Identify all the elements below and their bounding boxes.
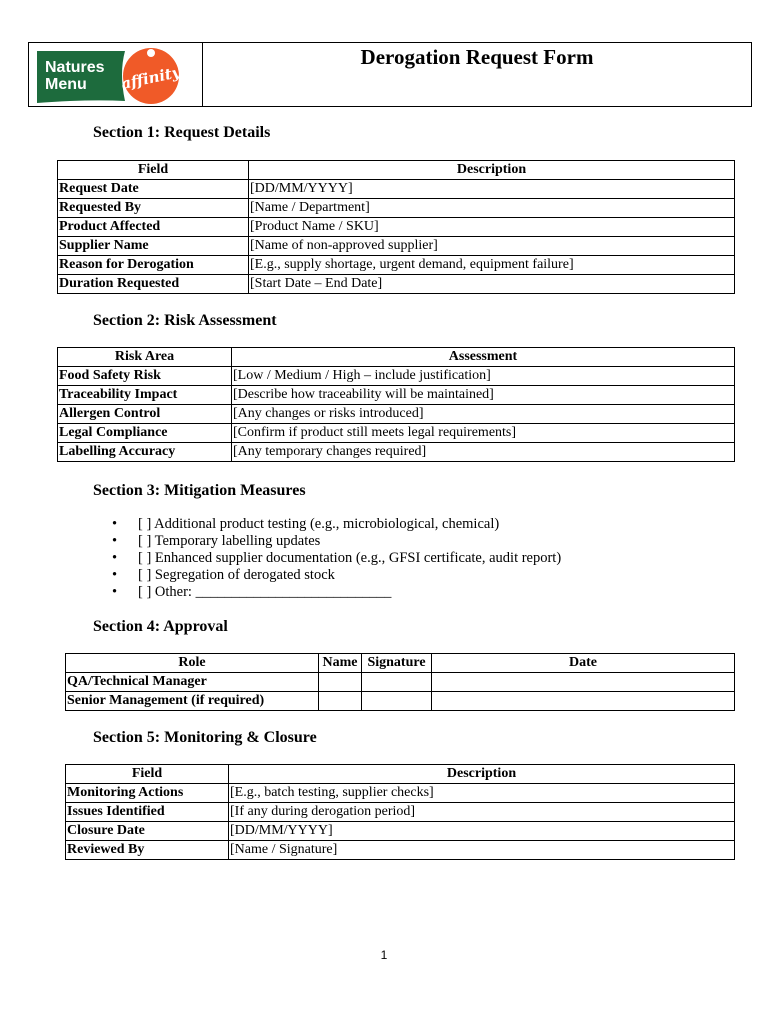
- column-header: Field: [58, 161, 249, 180]
- field-label: Product Affected: [58, 218, 249, 237]
- field-label: Reviewed By: [66, 841, 229, 860]
- table-row: [66, 784, 735, 803]
- bullet-icon: •: [112, 550, 118, 566]
- field-value[interactable]: [Product Name / SKU]: [249, 218, 735, 237]
- section3-heading: Section 3: Mitigation Measures: [93, 482, 306, 499]
- logo-badge-text: affinity: [119, 62, 183, 94]
- field-value[interactable]: [If any during derogation period]: [229, 803, 735, 822]
- monitoring-closure-table: [65, 764, 735, 860]
- field-label: Supplier Name: [58, 237, 249, 256]
- column-header: Name: [319, 654, 362, 673]
- field-value[interactable]: [Start Date – End Date]: [249, 275, 735, 294]
- assessment-value[interactable]: [Describe how traceability will be maintained]: [232, 386, 735, 405]
- bullet-icon: •: [112, 533, 118, 549]
- signature-cell[interactable]: [362, 673, 432, 692]
- checklist-item[interactable]: [112, 533, 561, 550]
- assessment-value[interactable]: [Any temporary changes required]: [232, 443, 735, 462]
- assessment-value[interactable]: [Any changes or risks introduced]: [232, 405, 735, 424]
- role-label: QA/Technical Manager: [66, 673, 319, 692]
- page-title: Derogation Request Form: [360, 45, 594, 69]
- date-cell[interactable]: [432, 692, 735, 711]
- table-row: [58, 424, 735, 443]
- checklist-item[interactable]: [112, 567, 561, 584]
- field-label: Issues Identified: [66, 803, 229, 822]
- field-value[interactable]: [DD/MM/YYYY]: [249, 180, 735, 199]
- table-row: [58, 443, 735, 462]
- assessment-value[interactable]: [Confirm if product still meets legal requirements]: [232, 424, 735, 443]
- natures-menu-affinity-logo: [29, 43, 202, 106]
- column-header: Description: [229, 765, 735, 784]
- column-header: Signature: [362, 654, 432, 673]
- section1-heading: Section 1: Request Details: [93, 124, 271, 141]
- logo-cell: [29, 43, 203, 106]
- logo-text-line1: Natures: [45, 59, 105, 76]
- date-cell[interactable]: [432, 673, 735, 692]
- table-row: [58, 275, 735, 294]
- risk-assessment-table: [57, 347, 735, 462]
- section2-heading: Section 2: Risk Assessment: [93, 312, 277, 329]
- column-header: Field: [66, 765, 229, 784]
- column-header: Risk Area: [58, 348, 232, 367]
- table-row: [66, 822, 735, 841]
- risk-area-label: Allergen Control: [58, 405, 232, 424]
- table-row: [58, 218, 735, 237]
- request-details-table: [57, 160, 735, 294]
- checklist-item-label: [ ] Other: ___________________________: [138, 584, 392, 600]
- page-number: 1: [380, 948, 388, 962]
- checklist-item[interactable]: [112, 584, 561, 601]
- table-header-row: [58, 348, 735, 367]
- table-row: [66, 841, 735, 860]
- table-row: [66, 673, 735, 692]
- column-header: Assessment: [232, 348, 735, 367]
- field-value[interactable]: [Name / Signature]: [229, 841, 735, 860]
- field-value[interactable]: [DD/MM/YYYY]: [229, 822, 735, 841]
- checklist-item-label: [ ] Temporary labelling updates: [138, 533, 321, 549]
- field-value[interactable]: [E.g., batch testing, supplier checks]: [229, 784, 735, 803]
- assessment-value[interactable]: [Low / Medium / High – include justification]: [232, 367, 735, 386]
- bullet-icon: •: [112, 584, 118, 600]
- field-label: Requested By: [58, 199, 249, 218]
- table-row: [58, 367, 735, 386]
- checklist-item-label: [ ] Segregation of derogated stock: [138, 567, 335, 583]
- table-header-row: [58, 161, 735, 180]
- table-row: [58, 237, 735, 256]
- column-header: Description: [249, 161, 735, 180]
- table-row: [58, 199, 735, 218]
- role-label: Senior Management (if required): [66, 692, 319, 711]
- logo-text-line2: Menu: [45, 76, 87, 93]
- checklist-item-label: [ ] Additional product testing (e.g., microbiological, chemical): [138, 516, 500, 532]
- bullet-icon: •: [112, 567, 118, 583]
- table-row: [58, 180, 735, 199]
- table-row: [58, 256, 735, 275]
- section5-heading: Section 5: Monitoring & Closure: [93, 729, 317, 746]
- risk-area-label: Legal Compliance: [58, 424, 232, 443]
- field-label: Duration Requested: [58, 275, 249, 294]
- mitigation-checklist: [112, 516, 561, 601]
- checklist-item[interactable]: [112, 516, 561, 533]
- name-cell[interactable]: [319, 673, 362, 692]
- checklist-item[interactable]: [112, 550, 561, 567]
- risk-area-label: Food Safety Risk: [58, 367, 232, 386]
- column-header: Role: [66, 654, 319, 673]
- field-value[interactable]: [E.g., supply shortage, urgent demand, equipment failure]: [249, 256, 735, 275]
- risk-area-label: Traceability Impact: [58, 386, 232, 405]
- field-label: Closure Date: [66, 822, 229, 841]
- table-header-row: [66, 654, 735, 673]
- checklist-item-label: [ ] Enhanced supplier documentation (e.g., GFSI certificate, audit report): [138, 550, 562, 566]
- field-label: Reason for Derogation: [58, 256, 249, 275]
- form-header: [28, 42, 752, 107]
- table-row: [66, 803, 735, 822]
- table-row: [58, 386, 735, 405]
- field-value[interactable]: [Name / Department]: [249, 199, 735, 218]
- section4-heading: Section 4: Approval: [93, 618, 228, 635]
- field-value[interactable]: [Name of non-approved supplier]: [249, 237, 735, 256]
- risk-area-label: Labelling Accuracy: [58, 443, 232, 462]
- table-header-row: [66, 765, 735, 784]
- table-row: [58, 405, 735, 424]
- field-label: Monitoring Actions: [66, 784, 229, 803]
- column-header: Date: [432, 654, 735, 673]
- field-label: Request Date: [58, 180, 249, 199]
- table-row: [66, 692, 735, 711]
- name-cell[interactable]: [319, 692, 362, 711]
- approval-table: [65, 653, 735, 711]
- signature-cell[interactable]: [362, 692, 432, 711]
- bullet-icon: •: [112, 516, 118, 532]
